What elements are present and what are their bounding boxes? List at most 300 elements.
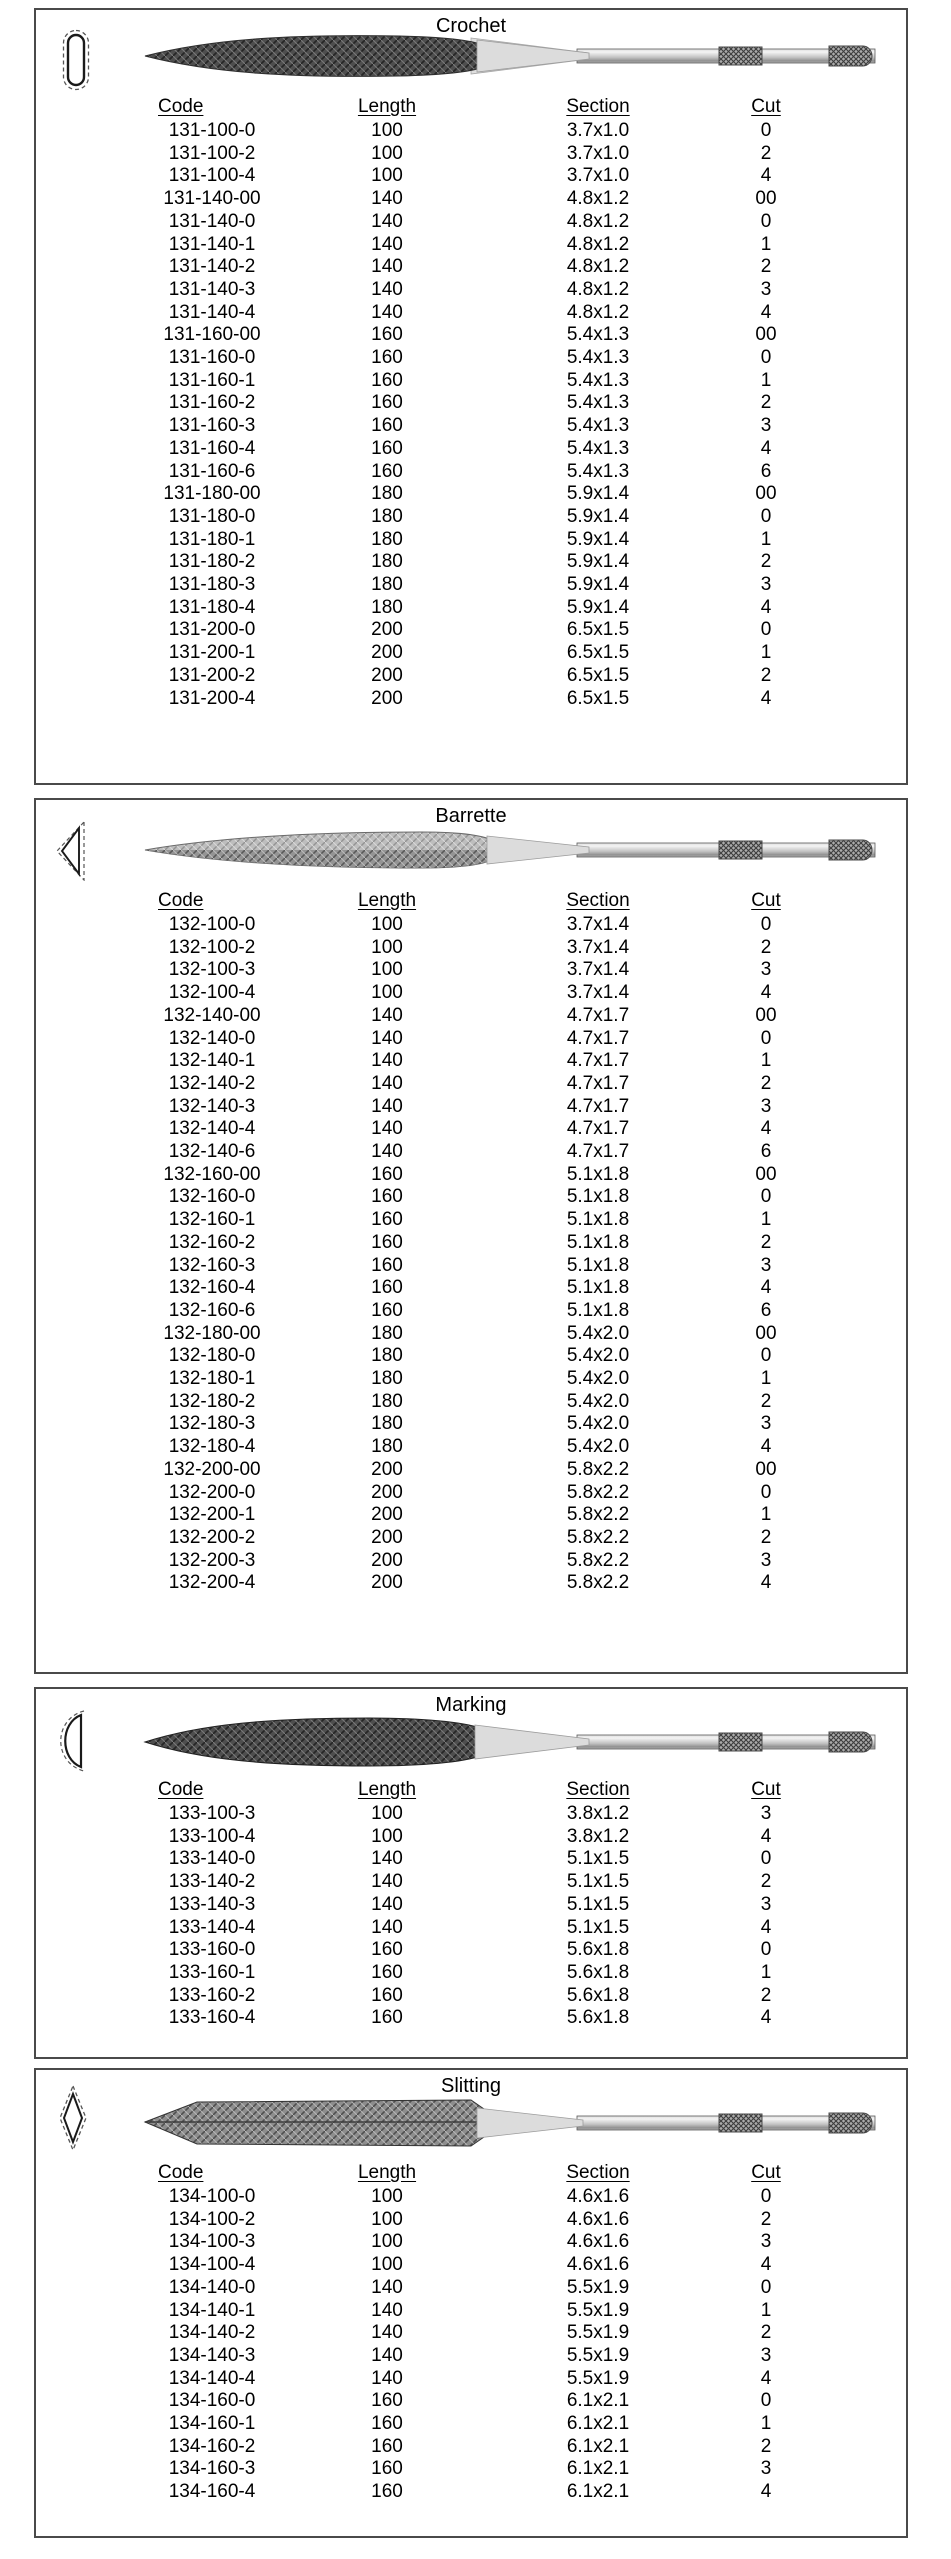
table-cell: 131-180-00	[163, 483, 261, 505]
table-cell: 0	[760, 619, 772, 641]
table-cell: 134-160-2	[168, 2435, 256, 2457]
table-row	[122, 551, 808, 574]
table-cell: 5.4x1.3	[566, 415, 630, 437]
table-row	[122, 2231, 808, 2254]
table-cell: 0	[760, 1481, 772, 1503]
table-cell: 6	[760, 460, 772, 482]
table-header-row	[122, 1779, 808, 1803]
table-row	[122, 1050, 808, 1073]
table-cell: 3	[760, 1254, 772, 1276]
table-cell: 3	[760, 1413, 772, 1435]
table-cell: 4.7x1.7	[566, 1118, 630, 1140]
table-cell: 4	[760, 1916, 772, 1938]
slitting-needle-file-illustration	[141, 2091, 881, 2155]
table-cell: 100	[371, 2208, 403, 2230]
table-cell: 6.5x1.5	[566, 642, 630, 664]
section-slitting	[34, 2068, 908, 2538]
table-cell: 160	[371, 369, 403, 391]
table-cell: 00	[755, 1322, 777, 1344]
table-cell: 5.9x1.4	[566, 551, 630, 573]
table-cell: 5.8x2.2	[566, 1549, 630, 1571]
table-cell: 133-160-0	[168, 1939, 256, 1961]
table-cell: 0	[760, 1027, 772, 1049]
table-row	[122, 529, 808, 552]
table-cell: 5.1x1.8	[566, 1299, 630, 1321]
table-cell: 5.6x1.8	[566, 1961, 630, 1983]
table-cell: 160	[371, 1186, 403, 1208]
table-cell: 4	[760, 1277, 772, 1299]
table-row	[122, 1939, 808, 1962]
table-cell: 5.1x1.8	[566, 1254, 630, 1276]
table-cell: 132-100-3	[168, 959, 256, 981]
table-cell: 134-100-2	[168, 2208, 256, 2230]
table-cell: 2	[760, 664, 772, 686]
table-row	[122, 370, 808, 393]
barrette-needle-file-illustration	[141, 818, 881, 882]
table-cell: 4.8x1.2	[566, 210, 630, 232]
table-row	[122, 1209, 808, 1232]
table-row	[122, 1413, 808, 1436]
table-row	[122, 1894, 808, 1917]
table-cell: 180	[371, 1345, 403, 1367]
table-cell: 132-140-4	[168, 1118, 256, 1140]
table-cell: 160	[371, 1961, 403, 1983]
table-cell: 132-100-0	[168, 914, 256, 935]
table-cell: 132-140-3	[168, 1095, 256, 1117]
table-cell: 100	[371, 982, 403, 1004]
table-row	[122, 165, 808, 188]
table-cell: 5.4x2.0	[566, 1436, 630, 1458]
table-cell: 180	[371, 1390, 403, 1412]
table-cell: 1	[760, 1504, 772, 1526]
table-cell: 0	[760, 1848, 772, 1870]
table-cell: 132-140-2	[168, 1072, 256, 1094]
table-cell: 1	[760, 1050, 772, 1072]
table-cell: 3	[760, 278, 772, 300]
table-cell: 4	[760, 165, 772, 187]
table-row	[122, 1005, 808, 1028]
table-cell: 2	[760, 392, 772, 414]
table-cell: 100	[371, 2231, 403, 2253]
table-cell: 131-200-2	[168, 664, 256, 686]
col-header-length: Length	[357, 2162, 417, 2183]
table-cell: 133-140-0	[168, 1848, 256, 1870]
table-cell: 3.7x1.4	[566, 936, 630, 958]
table-cell: 131-200-4	[168, 687, 256, 709]
table-cell: 160	[371, 1209, 403, 1231]
table-cell: 1	[760, 642, 772, 664]
table-row	[122, 1985, 808, 2008]
table-cell: 4.7x1.7	[566, 1050, 630, 1072]
table-cell: 5.4x2.0	[566, 1390, 630, 1412]
table-cell: 134-140-2	[168, 2322, 256, 2344]
table-cell: 134-160-0	[168, 2390, 256, 2412]
table-cell: 133-100-3	[168, 1803, 256, 1824]
table-cell: 131-100-2	[168, 142, 256, 164]
table-cell: 3	[760, 1095, 772, 1117]
col-header-cut: Cut	[751, 1779, 781, 1800]
diamond-cross-section-icon	[59, 2085, 87, 2151]
table-cell: 6.5x1.5	[566, 619, 630, 641]
table-cell: 5.5x1.9	[566, 2322, 630, 2344]
table-cell: 6.5x1.5	[566, 687, 630, 709]
table-cell: 140	[371, 1095, 403, 1117]
table-cell: 3.7x1.4	[566, 959, 630, 981]
table-row	[122, 392, 808, 415]
table-cell: 2	[760, 1390, 772, 1412]
table-cell: 1	[760, 369, 772, 391]
table-cell: 134-100-4	[168, 2254, 256, 2276]
table-cell: 140	[371, 2344, 403, 2366]
table-cell: 131-140-2	[168, 256, 256, 278]
table-cell: 133-100-4	[168, 1825, 256, 1847]
table-cell: 200	[371, 642, 403, 664]
table-row	[122, 959, 808, 982]
col-header-cut: Cut	[751, 96, 781, 117]
table-cell: 4	[760, 1825, 772, 1847]
table-row	[122, 143, 808, 166]
table-row	[122, 1504, 808, 1527]
table-cell: 5.8x2.2	[566, 1481, 630, 1503]
table-row	[122, 1073, 808, 1096]
table-cell: 100	[371, 914, 403, 935]
table-cell: 5.1x1.5	[566, 1916, 630, 1938]
table-cell: 100	[371, 2186, 403, 2207]
table-cell: 5.9x1.4	[566, 505, 630, 527]
table-row	[122, 2413, 808, 2436]
table-cell: 140	[371, 210, 403, 232]
table-row	[122, 1164, 808, 1187]
table-row	[122, 1300, 808, 1323]
table-cell: 131-140-3	[168, 278, 256, 300]
table-cell: 160	[371, 1984, 403, 2006]
table-cell: 132-160-1	[168, 1209, 256, 1231]
table-cell: 4	[760, 301, 772, 323]
table-cell: 4	[760, 1572, 772, 1594]
table-row	[122, 2458, 808, 2481]
table-cell: 5.4x1.3	[566, 437, 630, 459]
table-row	[122, 2481, 808, 2504]
table-cell: 131-160-0	[168, 347, 256, 369]
table-cell: 3.8x1.2	[566, 1825, 630, 1847]
table-cell: 160	[371, 2390, 403, 2412]
table-cell: 133-140-3	[168, 1893, 256, 1915]
col-header-code: Code	[158, 96, 204, 117]
table-row	[122, 1436, 808, 1459]
table-row	[122, 506, 808, 529]
table-cell: 134-140-0	[168, 2276, 256, 2298]
table-cell: 100	[371, 936, 403, 958]
table-row	[122, 347, 808, 370]
table-cell: 4.8x1.2	[566, 188, 630, 210]
section-title: Crochet	[435, 15, 507, 37]
table-cell: 4	[760, 2367, 772, 2389]
table-cell: 4.6x1.6	[566, 2208, 630, 2230]
table-cell: 160	[371, 1231, 403, 1253]
table-row	[122, 1368, 808, 1391]
table-row	[122, 2436, 808, 2459]
table-row	[122, 1255, 808, 1278]
table-cell: 100	[371, 2254, 403, 2276]
table-cell: 6.1x2.1	[566, 2413, 630, 2435]
table-cell: 4	[760, 687, 772, 709]
table-cell: 131-180-0	[168, 505, 256, 527]
table-cell: 134-160-4	[168, 2481, 256, 2503]
table-cell: 1	[760, 1209, 772, 1231]
table-cell: 200	[371, 1504, 403, 1526]
table-cell: 00	[755, 324, 777, 346]
table-cell: 200	[371, 619, 403, 641]
table-cell: 2	[760, 1231, 772, 1253]
table-cell: 5.4x1.3	[566, 392, 630, 414]
table-cell: 3	[760, 2231, 772, 2253]
table-cell: 200	[371, 1549, 403, 1571]
col-header-length: Length	[357, 96, 417, 117]
table-cell: 2	[760, 2322, 772, 2344]
table-row	[122, 597, 808, 620]
col-header-section: Section	[566, 96, 630, 117]
table-row	[122, 2277, 808, 2300]
table-cell: 134-140-3	[168, 2344, 256, 2366]
table-cell: 160	[371, 460, 403, 482]
table-row	[122, 1962, 808, 1985]
table-cell: 100	[371, 959, 403, 981]
table-cell: 140	[371, 1848, 403, 1870]
table-cell: 134-160-1	[168, 2413, 256, 2435]
table-cell: 4.8x1.2	[566, 278, 630, 300]
table-cell: 4.8x1.2	[566, 256, 630, 278]
table-cell: 6.5x1.5	[566, 664, 630, 686]
table-cell: 180	[371, 528, 403, 550]
table-cell: 2	[760, 2435, 772, 2457]
section-title: Marking	[435, 1694, 507, 1716]
table-cell: 134-160-3	[168, 2458, 256, 2480]
table-cell: 5.6x1.8	[566, 1984, 630, 2006]
spec-table	[122, 2162, 808, 2504]
table-row	[122, 2390, 808, 2413]
table-cell: 5.8x2.2	[566, 1458, 630, 1480]
table-row	[122, 1826, 808, 1849]
table-cell: 2	[760, 1871, 772, 1893]
table-cell: 160	[371, 2458, 403, 2480]
table-row	[122, 1917, 808, 1940]
table-row	[122, 302, 808, 325]
table-cell: 140	[371, 1004, 403, 1026]
table-row	[122, 483, 808, 506]
table-cell: 5.6x1.8	[566, 1939, 630, 1961]
table-cell: 131-180-1	[168, 528, 256, 550]
table-cell: 131-140-0	[168, 210, 256, 232]
table-cell: 131-160-4	[168, 437, 256, 459]
table-row	[122, 2007, 808, 2030]
table-row	[122, 1550, 808, 1573]
table-row	[122, 1345, 808, 1368]
table-row	[122, 1848, 808, 1871]
table-cell: 6.1x2.1	[566, 2390, 630, 2412]
table-row	[122, 1096, 808, 1119]
table-cell: 3.7x1.0	[566, 120, 630, 141]
table-cell: 0	[760, 1186, 772, 1208]
table-cell: 5.8x2.2	[566, 1526, 630, 1548]
table-cell: 5.9x1.4	[566, 574, 630, 596]
table-cell: 140	[371, 1027, 403, 1049]
crochet-needle-file-illustration	[141, 24, 881, 88]
table-cell: 3.7x1.4	[566, 914, 630, 935]
section-title: Barrette	[435, 805, 507, 827]
table-row	[122, 438, 808, 461]
table-cell: 180	[371, 505, 403, 527]
table-cell: 200	[371, 1481, 403, 1503]
table-cell: 5.1x1.5	[566, 1871, 630, 1893]
table-header-row	[122, 890, 808, 914]
table-cell: 133-160-1	[168, 1961, 256, 1983]
table-row	[122, 1186, 808, 1209]
table-cell: 132-160-6	[168, 1299, 256, 1321]
table-cell: 131-200-0	[168, 619, 256, 641]
section-marking	[34, 1687, 908, 2059]
table-row	[122, 1459, 808, 1482]
table-cell: 140	[371, 1871, 403, 1893]
table-cell: 5.9x1.4	[566, 596, 630, 618]
table-cell: 1	[760, 233, 772, 255]
table-row	[122, 188, 808, 211]
table-cell: 134-100-0	[168, 2186, 256, 2207]
table-cell: 2	[760, 551, 772, 573]
table-cell: 5.1x1.8	[566, 1277, 630, 1299]
table-cell: 2	[760, 1072, 772, 1094]
table-row	[122, 461, 808, 484]
table-cell: 133-140-2	[168, 1871, 256, 1893]
table-cell: 132-200-2	[168, 1526, 256, 1548]
table-cell: 5.1x1.8	[566, 1231, 630, 1253]
table-row	[122, 1118, 808, 1141]
table-row	[122, 982, 808, 1005]
table-cell: 160	[371, 1254, 403, 1276]
table-cell: 140	[371, 1118, 403, 1140]
table-cell: 132-200-0	[168, 1481, 256, 1503]
table-cell: 5.1x1.8	[566, 1186, 630, 1208]
table-cell: 100	[371, 120, 403, 141]
table-cell: 131-160-2	[168, 392, 256, 414]
table-cell: 0	[760, 2276, 772, 2298]
table-cell: 132-180-4	[168, 1436, 256, 1458]
table-row	[122, 415, 808, 438]
table-cell: 5.4x1.3	[566, 324, 630, 346]
col-header-cut: Cut	[751, 2162, 781, 2183]
table-row	[122, 914, 808, 937]
table-row	[122, 1871, 808, 1894]
table-row	[122, 574, 808, 597]
table-cell: 2	[760, 256, 772, 278]
table-row	[122, 1527, 808, 1550]
table-cell: 4.6x1.6	[566, 2186, 630, 2207]
table-cell: 1	[760, 1368, 772, 1390]
table-cell: 132-140-00	[163, 1004, 261, 1026]
table-row	[122, 234, 808, 257]
table-cell: 0	[760, 914, 772, 935]
table-cell: 134-140-1	[168, 2299, 256, 2321]
col-header-section: Section	[566, 890, 630, 911]
table-cell: 2	[760, 142, 772, 164]
table-cell: 4	[760, 2481, 772, 2503]
table-cell: 133-160-4	[168, 2007, 256, 2029]
table-cell: 200	[371, 687, 403, 709]
table-row	[122, 2368, 808, 2391]
table-cell: 00	[755, 1004, 777, 1026]
table-row	[122, 619, 808, 642]
table-row	[122, 688, 808, 711]
table-cell: 0	[760, 120, 772, 141]
table-cell: 4.7x1.7	[566, 1027, 630, 1049]
table-cell: 5.4x2.0	[566, 1413, 630, 1435]
table-cell: 3.7x1.0	[566, 142, 630, 164]
table-cell: 4	[760, 2254, 772, 2276]
table-cell: 4.7x1.7	[566, 1004, 630, 1026]
table-cell: 160	[371, 2481, 403, 2503]
section-barrette	[34, 798, 908, 1674]
table-cell: 3.8x1.2	[566, 1803, 630, 1824]
table-row	[122, 2209, 808, 2232]
table-cell: 160	[371, 1163, 403, 1185]
table-cell: 132-100-2	[168, 936, 256, 958]
table-cell: 3	[760, 1893, 772, 1915]
table-cell: 160	[371, 415, 403, 437]
table-cell: 180	[371, 1322, 403, 1344]
table-cell: 180	[371, 551, 403, 573]
table-row	[122, 2345, 808, 2368]
table-cell: 5.4x1.3	[566, 347, 630, 369]
table-cell: 131-160-6	[168, 460, 256, 482]
table-cell: 4	[760, 1118, 772, 1140]
table-row	[122, 1277, 808, 1300]
table-cell: 3.7x1.0	[566, 165, 630, 187]
table-cell: 4.7x1.7	[566, 1095, 630, 1117]
table-cell: 5.8x2.2	[566, 1504, 630, 1526]
table-cell: 00	[755, 188, 777, 210]
table-cell: 131-160-00	[163, 324, 261, 346]
table-row	[122, 1028, 808, 1051]
table-cell: 0	[760, 347, 772, 369]
table-cell: 5.1x1.8	[566, 1163, 630, 1185]
table-cell: 6.1x2.1	[566, 2435, 630, 2457]
oval-cross-section-icon	[62, 29, 90, 91]
table-cell: 100	[371, 142, 403, 164]
table-row	[122, 937, 808, 960]
table-cell: 140	[371, 1072, 403, 1094]
table-cell: 4	[760, 437, 772, 459]
table-cell: 4	[760, 1436, 772, 1458]
table-cell: 5.4x2.0	[566, 1368, 630, 1390]
table-cell: 4.8x1.2	[566, 301, 630, 323]
table-cell: 140	[371, 1916, 403, 1938]
table-cell: 132-200-00	[163, 1458, 261, 1480]
col-header-length: Length	[357, 1779, 417, 1800]
table-cell: 3	[760, 959, 772, 981]
table-cell: 160	[371, 1277, 403, 1299]
table-row	[122, 279, 808, 302]
table-cell: 200	[371, 664, 403, 686]
table-cell: 160	[371, 1299, 403, 1321]
table-cell: 3	[760, 415, 772, 437]
table-cell: 4	[760, 982, 772, 1004]
col-header-section: Section	[566, 1779, 630, 1800]
table-cell: 100	[371, 165, 403, 187]
table-row	[122, 211, 808, 234]
table-cell: 132-160-4	[168, 1277, 256, 1299]
table-cell: 5.1x1.8	[566, 1209, 630, 1231]
table-cell: 4	[760, 2007, 772, 2029]
table-cell: 3.7x1.4	[566, 982, 630, 1004]
